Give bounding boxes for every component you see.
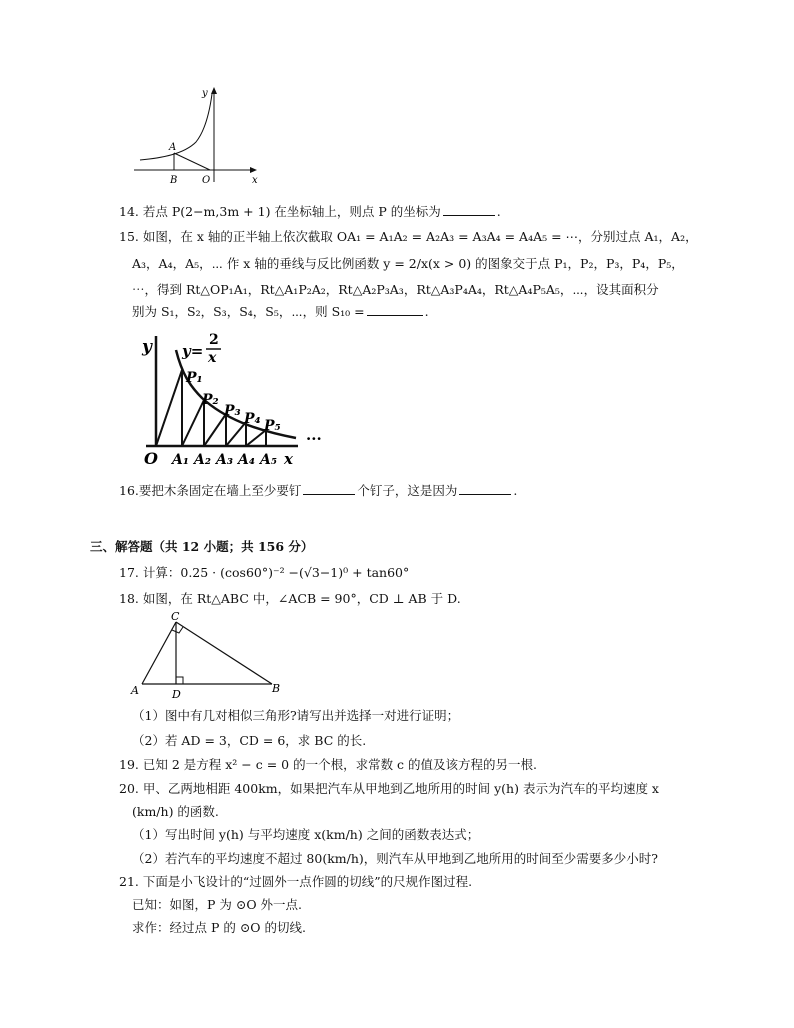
question-18-sub-2: （2）若 AD = 3，CD = 6，求 BC 的长. bbox=[132, 733, 367, 748]
question-number: 16. bbox=[119, 483, 139, 498]
question-15-line-3: ⋯，得到 Rt△OP₁A₁，Rt△A₁P₂A₂，Rt△A₂P₃A₃，Rt△A₃P₄A₄，Rt△A₄P₅A₅，⋯，设其面积分 bbox=[132, 282, 659, 297]
question-number: 19. bbox=[119, 757, 139, 772]
label-p2: P₂ bbox=[202, 392, 219, 408]
label-y: y bbox=[202, 88, 208, 99]
equation-lhs: y= bbox=[182, 342, 204, 360]
label-d: D bbox=[172, 688, 181, 701]
question-15-line-2: A₃，A₄，A₅，⋯ 作 x 轴的垂线与反比例函数 y = 2/x(x > 0) 的图象交于点 P₁，P₂，P₃，P₄，P₅， bbox=[132, 256, 684, 271]
ellipsis: ··· bbox=[306, 430, 322, 448]
label-x: x bbox=[284, 450, 293, 468]
triangles bbox=[156, 370, 266, 446]
answer-blank[interactable] bbox=[443, 203, 495, 216]
question-text: 计算：0.25 · (cos60°)⁻² −(√3−1)⁰ + tan60° bbox=[142, 565, 410, 580]
question-18-sub-1: （1）图中有几对相似三角形?请写出并选择一对进行证明； bbox=[132, 708, 460, 723]
question-text-2: 个钉子，这是因为 bbox=[357, 483, 458, 498]
question-21-line-1 bbox=[119, 873, 472, 891]
label-a2: A₂ bbox=[194, 452, 211, 468]
question-text: 甲、乙两地相距 400km，如果把汽车从甲地到乙地所用的时间 y(h) 表示为汽车的平均速度 x bbox=[142, 781, 659, 796]
side-cb bbox=[176, 622, 272, 684]
question-20-sub-1: （1）写出时间 y(h) 与平均速度 x(km/h) 之间的函数表达式； bbox=[132, 827, 480, 842]
segment-ao bbox=[174, 153, 210, 170]
label-y: y bbox=[142, 337, 152, 357]
label-a4: A₄ bbox=[238, 452, 255, 468]
punct: . bbox=[424, 304, 429, 319]
figure-right-triangle bbox=[128, 610, 288, 702]
punct: . bbox=[496, 204, 501, 219]
question-number: 20. bbox=[119, 781, 139, 796]
section-header: 三、解答题（共 12 小题；共 156 分） bbox=[90, 539, 314, 554]
label-a: A bbox=[131, 684, 139, 697]
label-a: A bbox=[169, 142, 177, 153]
question-text: 若点 P(2−m,3m + 1) 在坐标轴上，则点 P 的坐标为 bbox=[142, 204, 441, 219]
side-ac bbox=[142, 622, 176, 684]
punct: . bbox=[513, 483, 518, 498]
label-x: x bbox=[252, 175, 258, 186]
question-19 bbox=[119, 756, 537, 774]
question-text: 已知 2 是方程 x² − c = 0 的一个根，求常数 c 的值及该方程的另一根. bbox=[142, 757, 537, 772]
answer-blank[interactable] bbox=[367, 303, 423, 316]
question-number: 15. bbox=[119, 229, 139, 244]
question-17 bbox=[119, 564, 409, 582]
question-21-given: 已知：如图，P 为 ⊙O 外一点. bbox=[132, 897, 303, 912]
label-a3: A₃ bbox=[216, 452, 233, 468]
label-p3: P₃ bbox=[224, 403, 241, 419]
question-15-line-1 bbox=[119, 228, 698, 246]
equation-denominator: x bbox=[208, 350, 217, 366]
label-b: B bbox=[272, 682, 281, 695]
question-text: 别为 S₁，S₂，S₃，S₄，S₅，⋯，则 S₁₀ = bbox=[132, 304, 365, 319]
figure-curve-graph bbox=[132, 86, 272, 190]
answer-blank-2[interactable] bbox=[459, 482, 511, 495]
question-number: 21. bbox=[119, 874, 139, 889]
question-20-sub-2: （2）若汽车的平均速度不超过 80(km/h)，则汽车从甲地到乙地所用的时间至少需要多少小时? bbox=[132, 851, 658, 866]
question-14 bbox=[119, 203, 501, 221]
right-angle-mark-d bbox=[176, 677, 183, 684]
label-o: O bbox=[202, 175, 211, 186]
label-b: B bbox=[170, 175, 178, 186]
question-number: 14. bbox=[119, 204, 139, 219]
figure-hyperbola-triangles bbox=[138, 330, 334, 470]
question-15-line-4 bbox=[132, 303, 429, 321]
question-text: 下面是小飞设计的“过圆外一点作圆的切线”的尺规作图过程. bbox=[142, 874, 473, 889]
question-text: 如图，在 x 轴的正半轴上依次截取 OA₁ = A₁A₂ = A₂A₃ = A₃A₄ = A₄A₅ = ⋯，分别过点 A₁，A₂， bbox=[142, 229, 698, 244]
answer-blank-1[interactable] bbox=[303, 482, 355, 495]
right-angle-mark-c bbox=[172, 627, 183, 633]
question-number: 18. bbox=[119, 591, 139, 606]
label-p1: P₁ bbox=[186, 370, 203, 386]
question-number: 17. bbox=[119, 565, 139, 580]
question-text: 如图，在 Rt△ABC 中，∠ACB = 90°，CD ⊥ AB 于 D. bbox=[142, 591, 461, 606]
label-o: O bbox=[144, 449, 158, 468]
question-20-line-2: (km/h) 的函数. bbox=[132, 804, 219, 819]
question-21-construct: 求作：经过点 P 的 ⊙O 的切线. bbox=[132, 920, 306, 935]
label-a5: A₅ bbox=[260, 452, 277, 468]
label-p4: P₄ bbox=[244, 411, 261, 427]
question-20-line-1 bbox=[119, 780, 659, 798]
question-18 bbox=[119, 590, 461, 608]
label-c: C bbox=[171, 610, 180, 623]
label-p5: P₅ bbox=[264, 418, 281, 434]
label-a1: A₁ bbox=[172, 452, 189, 468]
equation-numerator: 2 bbox=[209, 332, 219, 348]
question-text-1: 要把木条固定在墙上至少要钉 bbox=[138, 483, 302, 498]
question-16 bbox=[119, 482, 517, 500]
x-axis-arrow bbox=[250, 167, 257, 173]
y-axis-arrow bbox=[211, 87, 217, 94]
